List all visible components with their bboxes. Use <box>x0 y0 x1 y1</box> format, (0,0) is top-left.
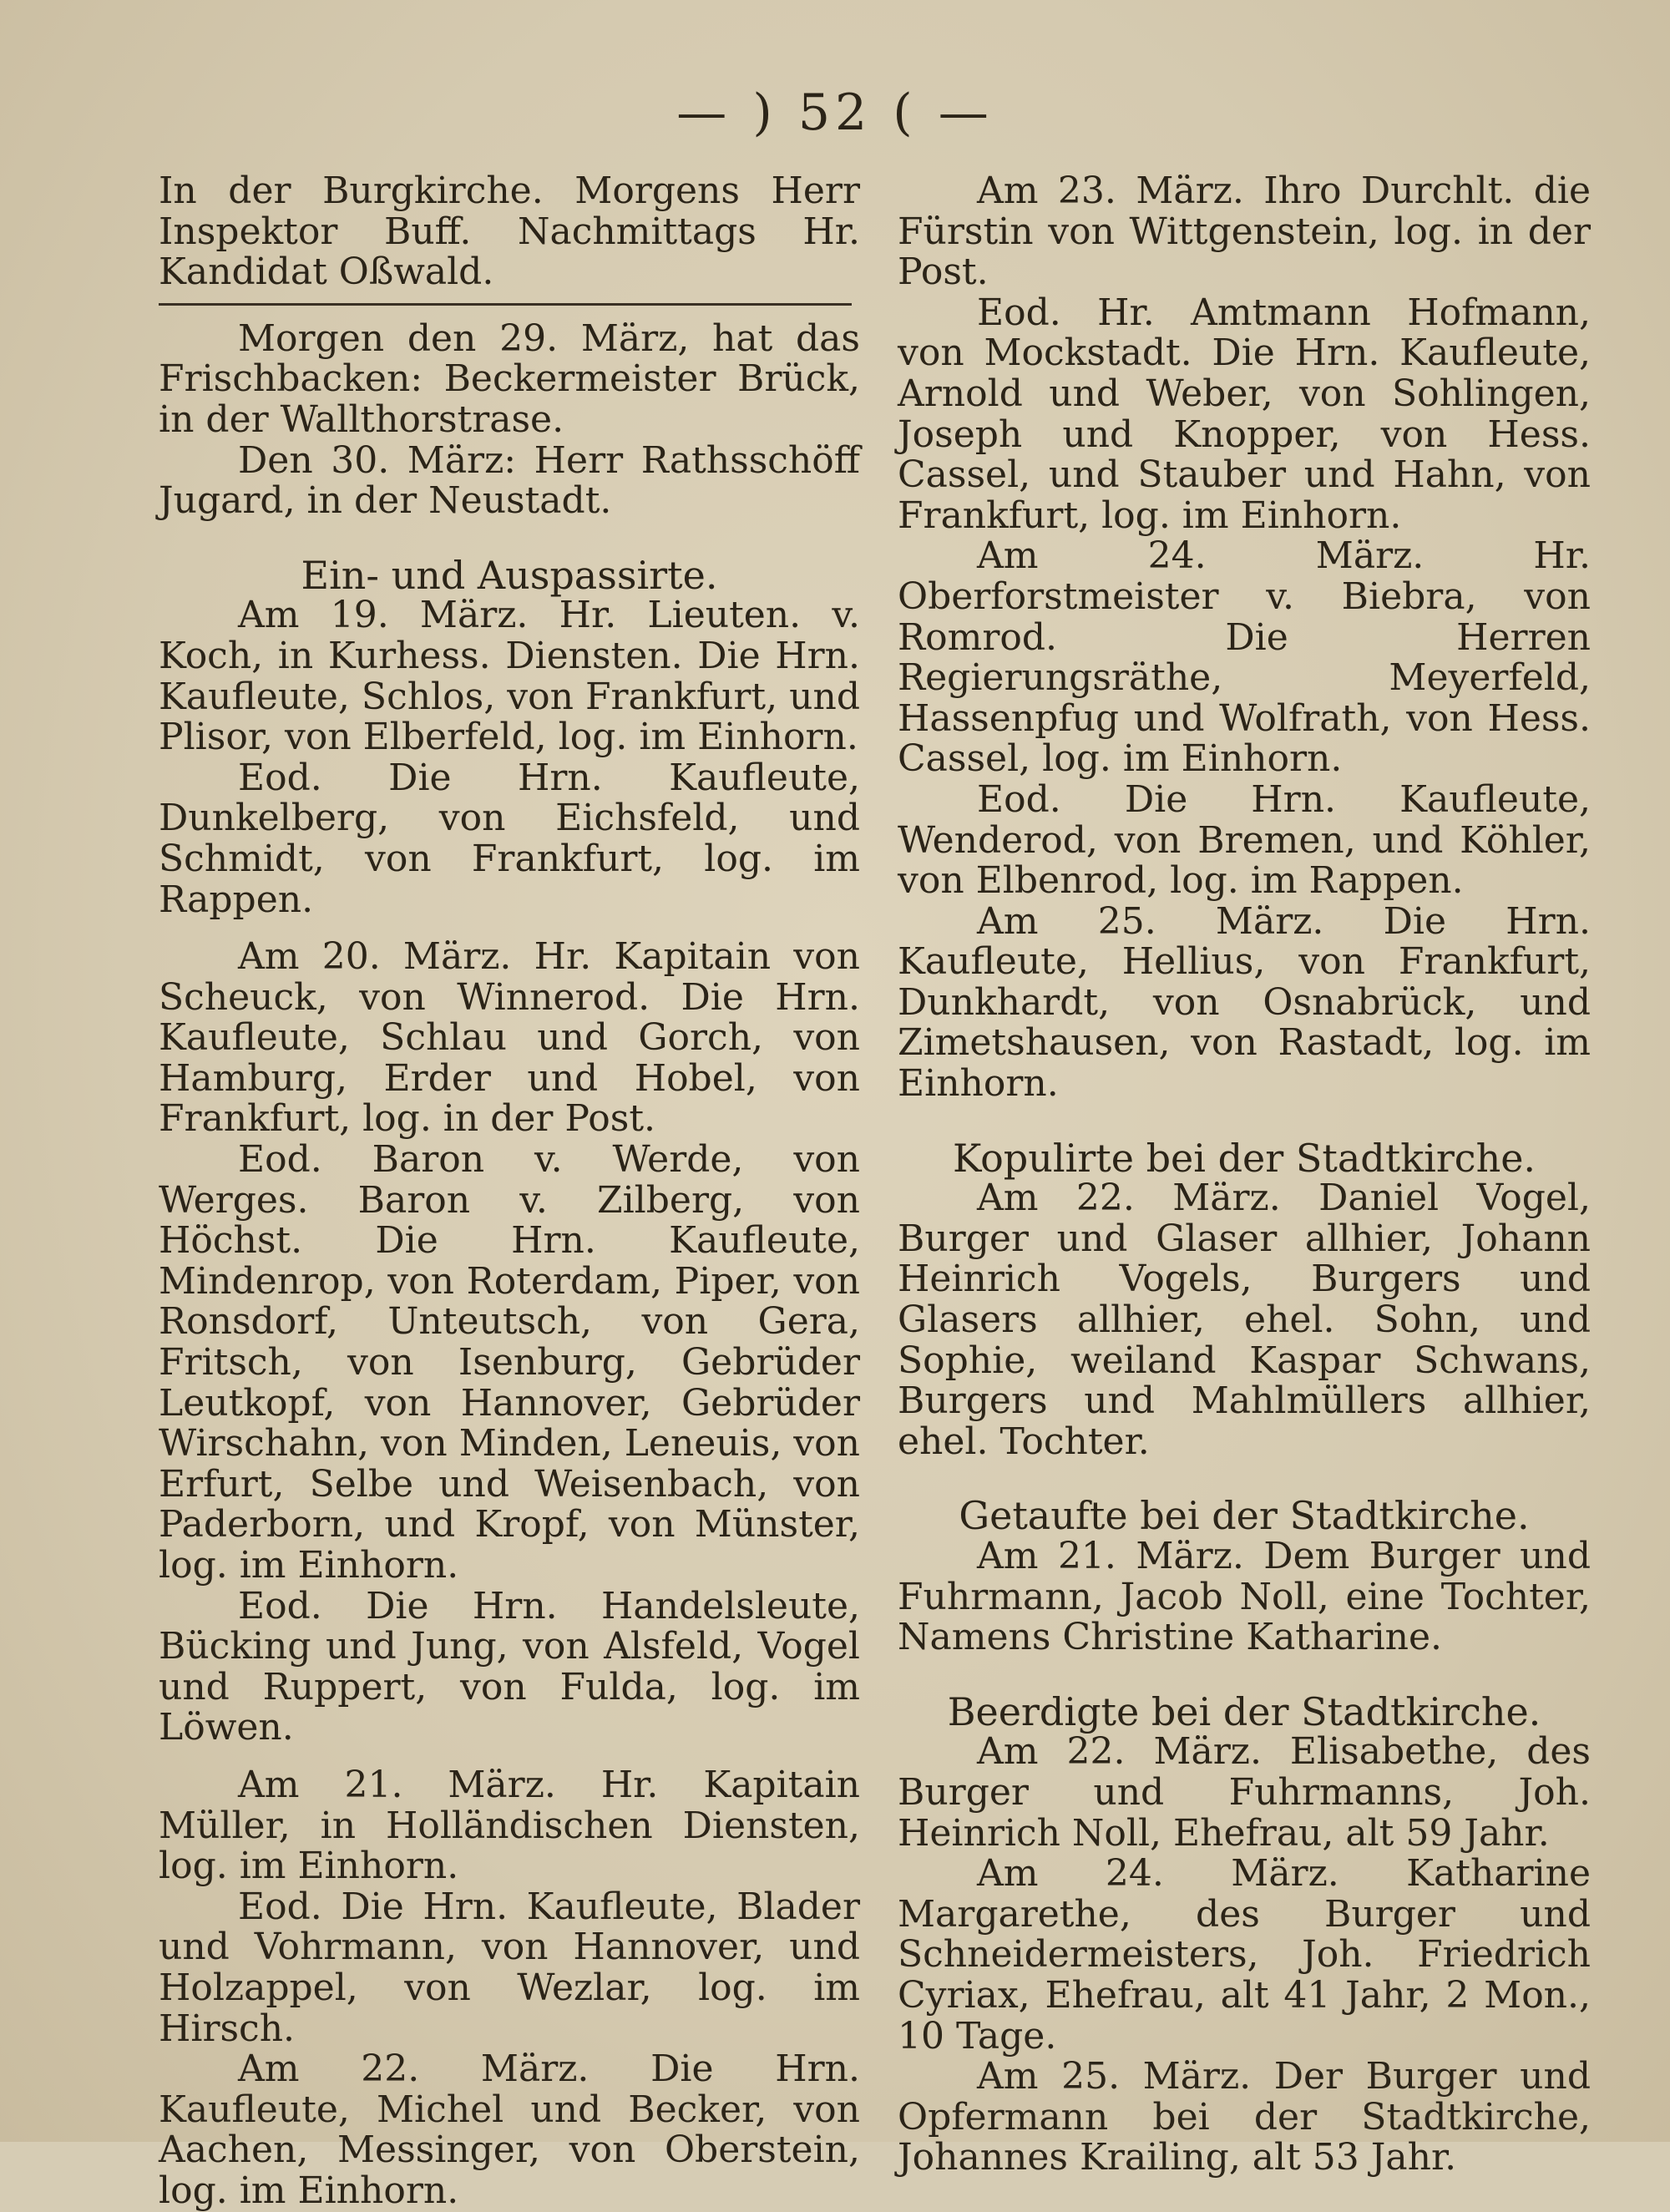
arrivals-entry: Eod. Die Hrn. Kaufleute, Dunkelberg, von Eichsfeld, und Schmidt, von Frankfurt, log. im Rappen. <box>159 756 860 921</box>
spacer <box>159 1749 860 1765</box>
spacer <box>159 522 860 555</box>
arrivals-entry: Am 23. März. Ihro Durchlt. die Fürstin von Wittgenstein, log. in der Post. <box>898 170 1591 294</box>
divider-rule <box>159 303 852 306</box>
baking-notice-2: Den 30. März: Herr Rathsschöff Jugard, in der Neustadt. <box>159 438 860 523</box>
spacer <box>159 920 860 937</box>
left-column <box>159 171 860 2212</box>
spacer <box>898 1105 1591 1138</box>
arrivals-entry: Am 21. März. Hr. Kapitain Müller, in Holländischen Diensten, log. im Einhorn. <box>159 1763 860 1888</box>
arrivals-entry: Am 24. März. Hr. Oberforstmeister v. Biebra, von Romrod. Die Herren Regierungsräthe, Meyerfeld, Hassenpfug und Wolfrath, von Hess. Cassel, log. im Einhorn. <box>898 534 1591 781</box>
arrivals-entry: Eod. Die Hrn. Kaufleute, Blader und Vohrmann, von Hannover, und Holzappel, von Wezlar, log. im Hirsch. <box>159 1885 860 2050</box>
page-number-header: — ) 52 ( — <box>676 84 994 142</box>
burial-entry: Am 22. März. Elisabethe, des Burger und Fuhrmanns, Joh. Heinrich Noll, Ehefrau, alt 59 Jahr. <box>898 1730 1591 1855</box>
section-title-passirte: Ein- und Auspassirte. <box>301 552 718 598</box>
baptism-entry: Am 21. März. Dem Burger und Fuhrmann, Jacob Noll, eine Tochter, Namens Christine Katharine. <box>898 1535 1591 1659</box>
marriage-entry: Am 22. März. Daniel Vogel, Burger und Glaser allhier, Johann Heinrich Vogels, Burgers und Glasers allhier, ehel. Sohn, und Sophie, weiland Kaspar Schwans, Burgers und Mahlmüllers allhier, ehel. Tochter. <box>898 1177 1591 1463</box>
arrivals-entry: Am 19. März. Hr. Lieuten. v. Koch, in Kurhess. Diensten. Die Hrn. Kaufleute, Schlos, von Frankfurt, und Plisor, von Elberfeld, log. im Einhorn. <box>159 594 860 759</box>
section-title-beerdigte: Beerdigte bei der Stadtkirche. <box>947 1688 1541 1734</box>
arrivals-entry: Am 20. März. Hr. Kapitain von Scheuck, von Winnerod. Die Hrn. Kaufleute, Schlau und Gorch, von Hamburg, Erder und Hobel, von Frankfurt, log. in der Post. <box>159 935 860 1141</box>
spacer <box>898 1658 1591 1692</box>
arrivals-entry: Eod. Hr. Amtmann Hofmann, von Mockstadt. Die Hrn. Kaufleute, Arnold und Weber, von Sohlingen, Joseph und Knopper, von Hess. Cassel, und Stauber und Hahn, von Frankfurt, log. im Einhorn. <box>898 291 1591 537</box>
section-title-kopulirte: Kopulirte bei der Stadtkirche. <box>952 1135 1536 1181</box>
arrivals-entry: Eod. Die Hrn. Handelsleute, Bücking und Jung, von Alsfeld, Vogel und Ruppert, von Fulda, log. im Löwen. <box>159 1584 860 1749</box>
arrivals-entry: Am 25. März. Die Hrn. Kaufleute, Hellius, von Frankfurt, Dunkhardt, von Osnabrück, und Zimetshausen, von Rastadt, log. im Einhorn. <box>898 899 1591 1106</box>
right-column <box>898 171 1591 2179</box>
burial-entry: Am 24. März. Katharine Margarethe, des Burger und Schneidermeisters, Joh. Friedrich Cyriax, Ehefrau, alt 41 Jahr, 2 Mon., 10 Tage. <box>898 1852 1591 2058</box>
arrivals-entry: Eod. Baron v. Werde, von Werges. Baron v. Zilberg, von Höchst. Die Hrn. Kaufleute, Mindenrop, von Roterdam, Piper, von Ronsdorf, Unteutsch, von Gera, Fritsch, von Isenburg, Gebrüder Leutkopf, von Hannover, Gebrüder Wirschahn, von Minden, Leneuis, von Erfurt, Selbe und Weisenbach, von Paderborn, und Kropf, von Münster, log. im Einhorn. <box>159 1138 860 1587</box>
baking-notice-1: Morgen den 29. März, hat das Frischbacken: Beckermeister Brück, in der Wallthorstrase. <box>159 316 860 441</box>
spacer <box>898 1462 1591 1496</box>
section-title-getaufte: Getaufte bei der Stadtkirche. <box>959 1493 1530 1539</box>
church-services-notice: In der Burgkirche. Morgens Herr Inspektor Buff. Nachmittags Hr. Kandidat Oßwald. <box>159 170 860 294</box>
arrivals-entry: Eod. Die Hrn. Kaufleute, Wenderod, von Bremen, und Köhler, von Elbenrod, log. im Rappen. <box>898 777 1591 903</box>
burial-entry: Am 25. März. Der Burger und Opfermann bei der Stadtkirche, Johannes Krailing, alt 53 Jahr. <box>898 2055 1591 2179</box>
arrivals-entry: Am 22. März. Die Hrn. Kaufleute, Michel und Becker, von Aachen, Messinger, von Oberstein, log. im Einhorn. <box>159 2047 860 2212</box>
